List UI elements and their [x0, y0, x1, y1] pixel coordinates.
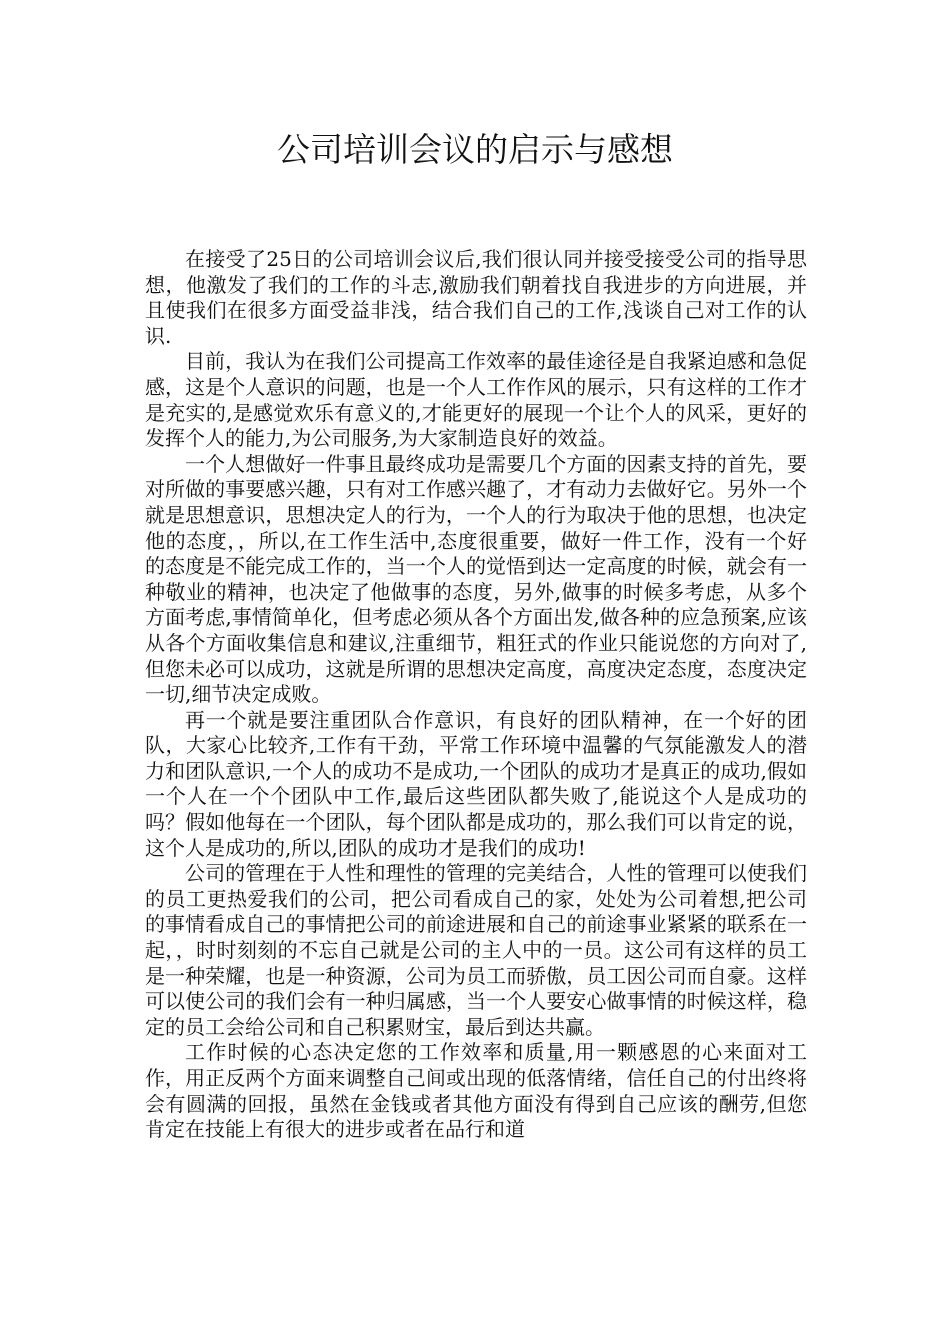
paragraph: 目前，我认为在我们公司提高工作效率的最佳途径是自我紧迫感和急促感，这是个人意识的问题，也是一个人工作作风的展示，只有这样的工作才是充实的,是感觉欢乐有意义的,才能更好的展现一个让个人的风采，更好的发挥个人的能力,为公司服务,为大家制造良好的效益。	[145, 349, 807, 451]
paragraph: 一个人想做好一件事且最终成功是需要几个方面的因素支持的首先，要对所做的事要感兴趣，只有对工作感兴趣了，才有动力去做好它。另外一个就是思想意识，思想决定人的行为，一个人的行为取决于他的思想，也决定他的态度，，所以,在工作生活中,态度很重要，做好一件工作，没有一个好的态度是不能完成工作的，当一个人的觉悟到达一定高度的时候，就会有一种敬业的精神，也决定了他做事的态度，另外,做事的时候多考虑，从多个方面考虑,事情简单化，但考虑必须从各个方面出发,做各种的应急预案,应该从各个方面收集信息和建议,注重细节，粗狂式的作业只能说您的方向对了,但您未必可以成功，这就是所谓的思想决定高度，高度决定态度，态度决定一切,细节决定成败。	[145, 451, 807, 707]
document-title: 公司培训会议的启示与感想	[277, 130, 673, 169]
document-body	[145, 247, 807, 1143]
paragraph: 公司的管理在于人性和理性的管理的完美结合，人性的管理可以使我们的员工更热爱我们的公司，把公司看成自己的家，处处为公司着想,把公司的事情看成自己的事情把公司的前途进展和自己的前途事业紧紧的联系在一起，，时时刻刻的不忘自己就是公司的主人中的一员。这公司有这样的员工是一种荣耀，也是一种资源，公司为员工而骄傲，员工因公司而自豪。这样可以使公司的我们会有一种归属感，当一个人要安心做事情的时候这样，稳定的员工会给公司和自己积累财宝，最后到达共赢。	[145, 861, 807, 1039]
paragraph: 再一个就是要注重团队合作意识，有良好的团队精神，在一个好的团队，大家心比较齐,工作有干劲，平常工作环境中温馨的气氛能激发人的潜力和团队意识,一个人的成功不是成功,一个团队的成功才是真正的成功,假如一个人在一个个团队中工作,最后这些团队都失败了,能说这个人是成功的吗？假如他每在一个团队，每个团队都是成功的，那么我们可以肯定的说，这个人是成功的,所以,团队的成功才是我们的成功!	[145, 707, 807, 860]
paragraph: 在接受了25日的公司培训会议后,我们很认同并接受接受公司的指导思想，他激发了我们的工作的斗志,激励我们朝着找自我进步的方向进展，并且使我们在很多方面受益非浅，结合我们自己的工作,浅谈自己对工作的认识.	[145, 247, 807, 348]
paragraph: 工作时候的心态决定您的工作效率和质量,用一颗感恩的心来面对工作，用正反两个方面来调整自己间或出现的低落情绪，信任自己的付出终将会有圆满的回报，虽然在金钱或者其他方面没有得到自己应该的酬劳,但您肯定在技能上有很大的进步或者在品行和道	[145, 1040, 807, 1142]
